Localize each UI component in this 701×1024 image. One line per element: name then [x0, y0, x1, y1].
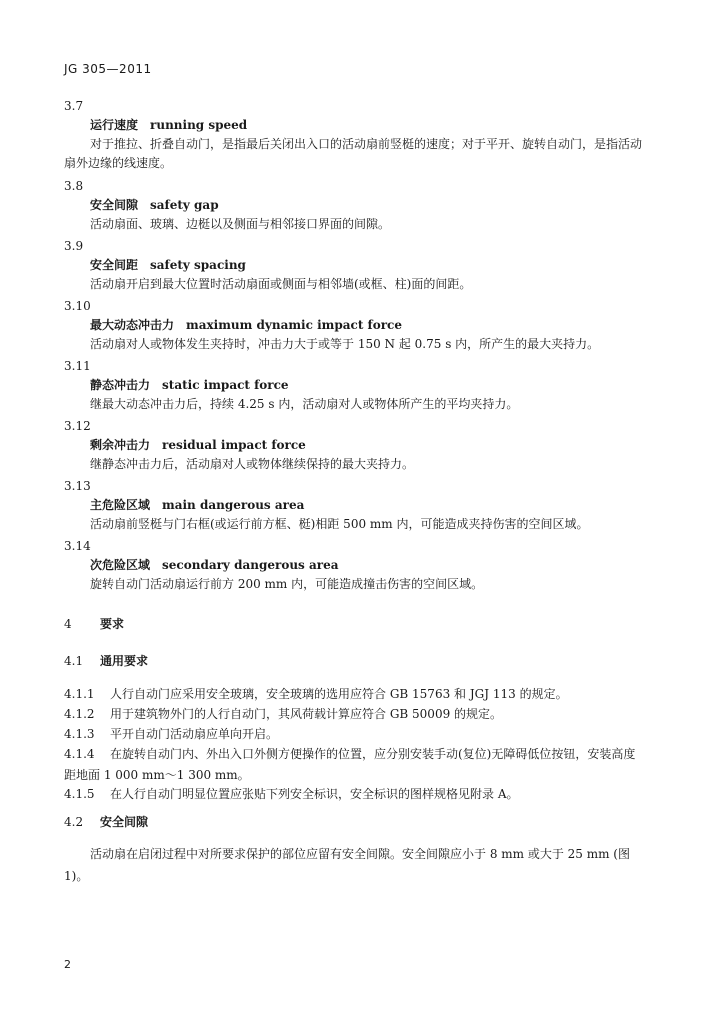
term-definition: 活动扇对人或物体发生夹持时，冲击力大于或等于 150 N 起 0.75 s 内，所产生的最大夹持力。: [90, 337, 600, 351]
term-en: main dangerous area: [162, 498, 305, 512]
clause-title: 要求: [100, 617, 125, 631]
clause-text: 人行自动门应采用安全玻璃，安全玻璃的选用应符合 GB 15763 和 JGJ 113 的规定。: [110, 687, 568, 701]
clause-4-1-3: [64, 724, 644, 745]
clause-number: 4: [64, 617, 72, 631]
term-en: residual impact force: [162, 438, 306, 452]
term-definition: 旋转自动门活动扇运行前方 200 mm 内，可能造成撞击伤害的空间区域。: [90, 577, 484, 591]
term-title: [64, 316, 644, 335]
term-3-7: [64, 97, 644, 173]
term-3-12: [64, 417, 644, 474]
term-definition: 继静态冲击力后，活动扇对人或物体继续保持的最大夹持力。: [90, 457, 415, 471]
clause-number: 4.2: [64, 815, 84, 829]
term-definition: 活动扇前竖梃与门右框(或运行前方框、梃)相距 500 mm 内，可能造成夹持伤害的空间区域。: [90, 517, 589, 531]
term-en: safety spacing: [150, 258, 246, 272]
clause-4-2-text: 活动扇在启闭过程中对所要求保护的部位应留有安全间隙。安全间隙应小于 8 mm 或大于 25 mm (图 1)。: [64, 847, 630, 883]
term-zh: 最大动态冲击力: [90, 318, 175, 332]
term-zh: 运行速度: [90, 118, 139, 132]
term-definition: 活动扇开启到最大位置时活动扇面或侧面与相邻墙(或框、柱)面的间距。: [90, 277, 472, 291]
term-number: 3.10: [64, 299, 91, 313]
clause-4-1-5: [64, 784, 644, 805]
term-3-9: [64, 237, 644, 294]
clause-number: 4.1.5: [64, 787, 95, 801]
term-en: safety gap: [150, 198, 219, 212]
term-3-8: [64, 177, 644, 234]
term-en: maximum dynamic impact force: [186, 318, 402, 332]
term-3-13: [64, 477, 644, 534]
clause-number: 4.1.4: [64, 747, 95, 761]
term-3-14: [64, 537, 644, 594]
clause-4-2-heading: [64, 812, 644, 833]
term-en: running speed: [150, 118, 248, 132]
term-zh: 次危险区域: [90, 558, 151, 572]
clause-number: 4.1.2: [64, 707, 95, 721]
standard-number: JG 305—2011: [64, 62, 152, 76]
term-zh: 主危险区域: [90, 498, 151, 512]
term-number: 3.7: [64, 99, 84, 113]
term-definition: 对于推拉、折叠自动门，是指最后关闭出入口的活动扇前竖梃的速度；对于平开、旋转自动门，是指活动扇外边缘的线速度。: [64, 137, 643, 170]
term-zh: 静态冲击力: [90, 378, 151, 392]
term-en: static impact force: [162, 378, 289, 392]
clause-number: 4.1: [64, 654, 84, 668]
term-en: secondary dangerous area: [162, 558, 339, 572]
term-title: [64, 496, 644, 515]
term-number: 3.13: [64, 479, 91, 493]
term-number: 3.12: [64, 419, 91, 433]
clause-number: 4.1.1: [64, 687, 95, 701]
page-number: 2: [64, 958, 71, 971]
term-title: [64, 376, 644, 395]
term-3-10: [64, 297, 644, 354]
clause-text: 在人行自动门明显位置应张贴下列安全标识，安全标识的图样规格见附录 A。: [110, 787, 519, 801]
clause-4-1-1: [64, 684, 644, 705]
term-number: 3.14: [64, 539, 91, 553]
clause-title: 安全间隙: [100, 815, 149, 829]
clause-text: 用于建筑物外门的人行自动门，其风荷载计算应符合 GB 50009 的规定。: [110, 707, 503, 721]
clause-4-1-heading: [64, 651, 644, 672]
clause-4-heading: [64, 614, 644, 635]
term-number: 3.8: [64, 179, 84, 193]
term-definition: 继最大动态冲击力后，持续 4.25 s 内，活动扇对人或物体所产生的平均夹持力。: [90, 397, 519, 411]
term-zh: 安全间距: [90, 258, 139, 272]
clause-number: 4.1.3: [64, 727, 95, 741]
term-title: [64, 556, 644, 575]
term-definition: 活动扇面、玻璃、边梃以及侧面与相邻接口界面的间隙。: [90, 217, 391, 231]
term-3-11: [64, 357, 644, 414]
clause-4-1-4: [64, 744, 644, 786]
term-title: [64, 436, 644, 455]
clause-4-1-2: [64, 704, 644, 725]
term-title: [64, 196, 644, 215]
clause-text: 平开自动门活动扇应单向开启。: [110, 727, 279, 741]
term-title: [64, 256, 644, 275]
term-title: [64, 116, 644, 135]
term-zh: 安全间隙: [90, 198, 139, 212]
clause-text: 在旋转自动门内、外出入口外侧方便操作的位置，应分别安装手动(复位)无障碍低位按钮，安装高度距地面 1 000 mm～1 300 mm。: [64, 747, 636, 782]
clause-title: 通用要求: [100, 654, 149, 668]
term-number: 3.9: [64, 239, 84, 253]
term-number: 3.11: [64, 359, 91, 373]
term-zh: 剩余冲击力: [90, 438, 151, 452]
